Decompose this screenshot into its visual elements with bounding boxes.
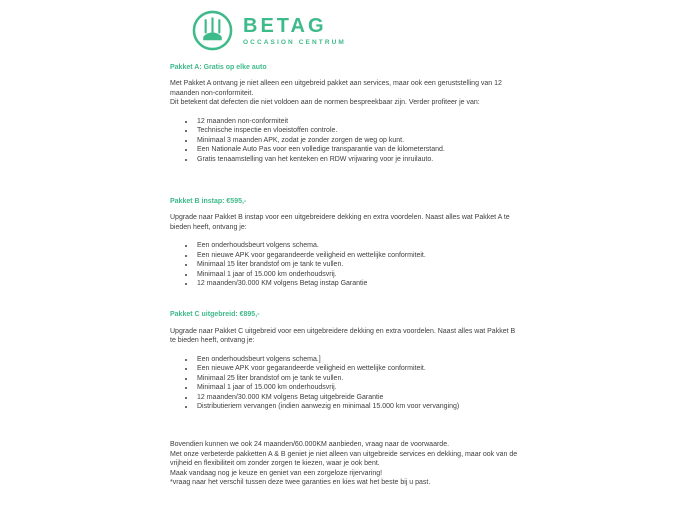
car-lift-icon [191,9,234,52]
bullet-item: • 12 maanden/30.000 KM volgens Betag uitgebreide Garantie [195,393,522,402]
pakket-a-intro-line: Dit betekent dat defecten die niet voldoen aan de normen bespreekbaar zijn. Verder profiteer je van: [170,99,480,107]
brand-subtitle: OCCASION CENTRUM [243,38,346,46]
closing-block [170,440,522,487]
closing-paragraph: Maak vandaag nog je keuze en geniet van een zorgeloze rijervaring! [170,469,383,477]
bullet-item: • 12 maanden non-conformiteit [195,117,522,126]
bullet-item: • Technische inspectie en vloeistoffen controle. [195,126,522,135]
bullet-item: • Een onderhoudsbeurt volgens schema.] [195,355,522,364]
closing-paragraph: Bovendien kunnen we ook 24 maanden/60.000KM aanbieden, vraag naar de voorwaarde. [170,441,450,449]
document-content [170,63,522,488]
bullet-item: • Een nieuwe APK voor gegarandeerde veiligheid en wettelijke conformiteit. [195,364,522,373]
pakket-a-bullet-list [170,117,522,164]
section-pakket-c [170,310,522,411]
pakket-b-heading: Pakket B instap: €595,- [170,197,247,205]
bullet-item: • Minimaal 15 liter brandstof om je tank te vullen. [195,260,522,269]
bullet-item: • Een nieuwe APK voor gegarandeerde veiligheid en wettelijke conformiteit. [195,251,522,260]
section-pakket-b [170,197,522,289]
bullet-item: • Distributieriem vervangen (indien aanwezig en minimaal 15.000 km voor vervanging) [195,402,522,411]
bullet-item: • Minimaal 1 jaar of 15.000 km onderhoudsvrij. [195,270,522,279]
bullet-item: • Minimaal 3 maanden APK, zodat je zonder zorgen de weg op kunt. [195,136,522,145]
pakket-c-intro-line: Upgrade naar Pakket C uitgebreid voor een uitgebreidere dekking en extra voordelen. Naast alles wat Pakket B te bieden heeft, ontvang je: [170,327,516,345]
bullet-item: • Gratis tenaamstelling van het kenteken en RDW vrijwaring voor je inruilauto. [195,155,522,164]
bullet-item: • Minimaal 1 jaar of 15.000 km onderhoudsvrij. [195,383,522,392]
bullet-item: • 12 maanden/30.000 KM volgens Betag instap Garantie [195,279,522,288]
pakket-b-bullet-list [170,241,522,288]
pakket-c-heading: Pakket C uitgebreid: €895,- [170,311,260,319]
pakket-a-heading: Pakket A: Gratis op elke auto [170,64,267,71]
pakket-b-intro-line: Upgrade naar Pakket B instap voor een uitgebreidere dekking en extra voordelen. Naast alles wat Pakket A te bieden heeft, ontvang je: [170,214,510,231]
pakket-c-bullet-list [170,355,522,412]
section-pakket-a [170,63,522,164]
bullet-item: • Een Nationale Auto Pas voor een volledige transparantie van de kilometerstand. [195,145,522,154]
brand-name: BETAG [243,14,327,37]
bullet-item: • Een onderhoudsbeurt volgens schema. [195,241,522,250]
footnote: *vraag naar het verschil tussen deze twee garanties en kies wat het beste bij u past. [170,479,431,487]
bullet-item: • Minimaal 25 liter brandstof om je tank te vullen. [195,374,522,383]
logo [191,9,346,52]
pakket-a-intro-line: Met Pakket A ontvang je niet alleen een uitgebreid pakket aan services, maar ook een geruststelling van 12 maanden non-conformiteit. [170,80,502,97]
brand-text [243,16,346,46]
closing-paragraph: Met onze verbeterde pakketten A & B geniet je niet alleen van uitgebreide services en dekking, maar ook van de vrijheid en flexibiliteit om zonder zorgen te kiezen, waar je ook bent. [170,450,518,468]
